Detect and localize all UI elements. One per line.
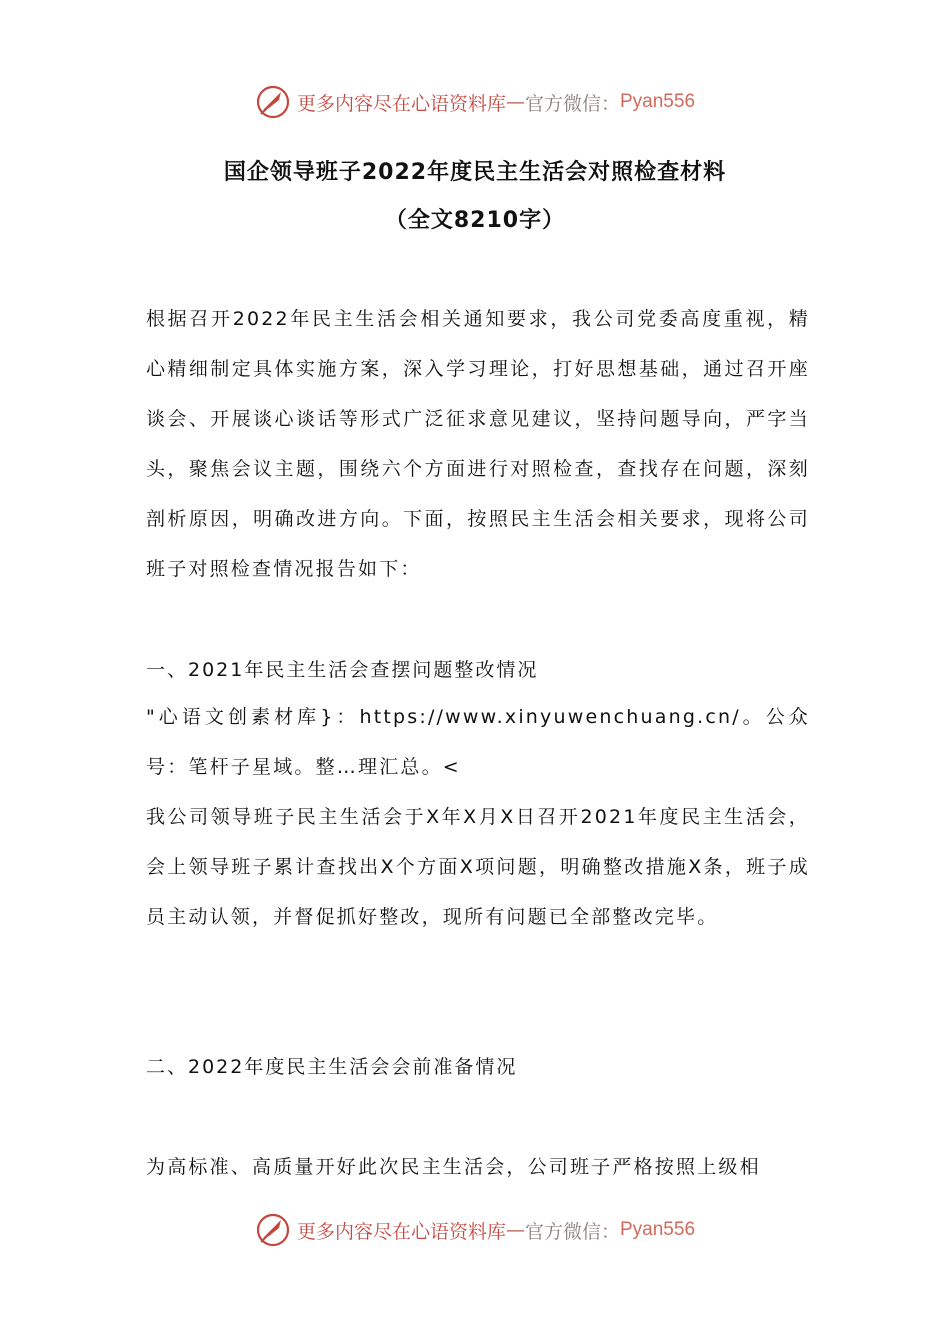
banner-wechat-handle: Pyan556 [620,91,696,112]
banner-wechat-label: 官方微信： [524,1220,620,1243]
quill-logo-icon [255,1212,291,1248]
header-banner [0,80,950,124]
quill-logo-icon [255,84,291,120]
banner-separator: — [505,91,525,113]
section-1-heading: 一、2021年民主生活会查摆问题整改情况 [146,659,539,681]
section-1-body: 我公司领导班子民主生活会于X年X月X日召开2021年度民主生活会，会上领导班子累计查找出X个方面X项问题，明确整改措施X条，班子成员主动认领，并督促抓好整改，现所有问题已全部整改完毕。 [146,806,810,928]
section-2-body: 为高标准、高质量开好此次民主生活会，公司班子严格按照上级相 [146,1156,761,1178]
footer-banner [0,1208,950,1252]
section-2-heading: 二、2022年度民主生活会会前准备情况 [146,1056,518,1078]
document-subtitle: （全文8210字） [384,208,566,233]
banner-separator: — [505,1219,525,1241]
document-title: 国企领导班子2022年度民主生活会对照检查材料 [223,160,727,185]
banner-brand-text: 更多内容尽在心语资料库 [296,1220,506,1243]
source-note-paragraph: "心语文创素材库}：https://www.xinyuwenchuang.cn/。公众号：笔杆子星域。整…理汇总。< [146,706,810,778]
intro-paragraph: 根据召开2022年民主生活会相关通知要求，我公司党委高度重视，精心精细制定具体实施方案，深入学习理论，打好思想基础，通过召开座谈会、开展谈心谈话等形式广泛征求意见建议，坚持问题导向，严字当头，聚焦会议主题，围绕六个方面进行对照检查，查找存在问题，深刻剖析原因，明确改进方向。下面，按照民主生活会相关要求，现将公司班子对照检查情况报告如下： [146,308,810,580]
banner-brand-text: 更多内容尽在心语资料库 [296,92,506,115]
banner-wechat-label: 官方微信： [524,92,620,115]
banner-wechat-handle: Pyan556 [620,1219,696,1240]
